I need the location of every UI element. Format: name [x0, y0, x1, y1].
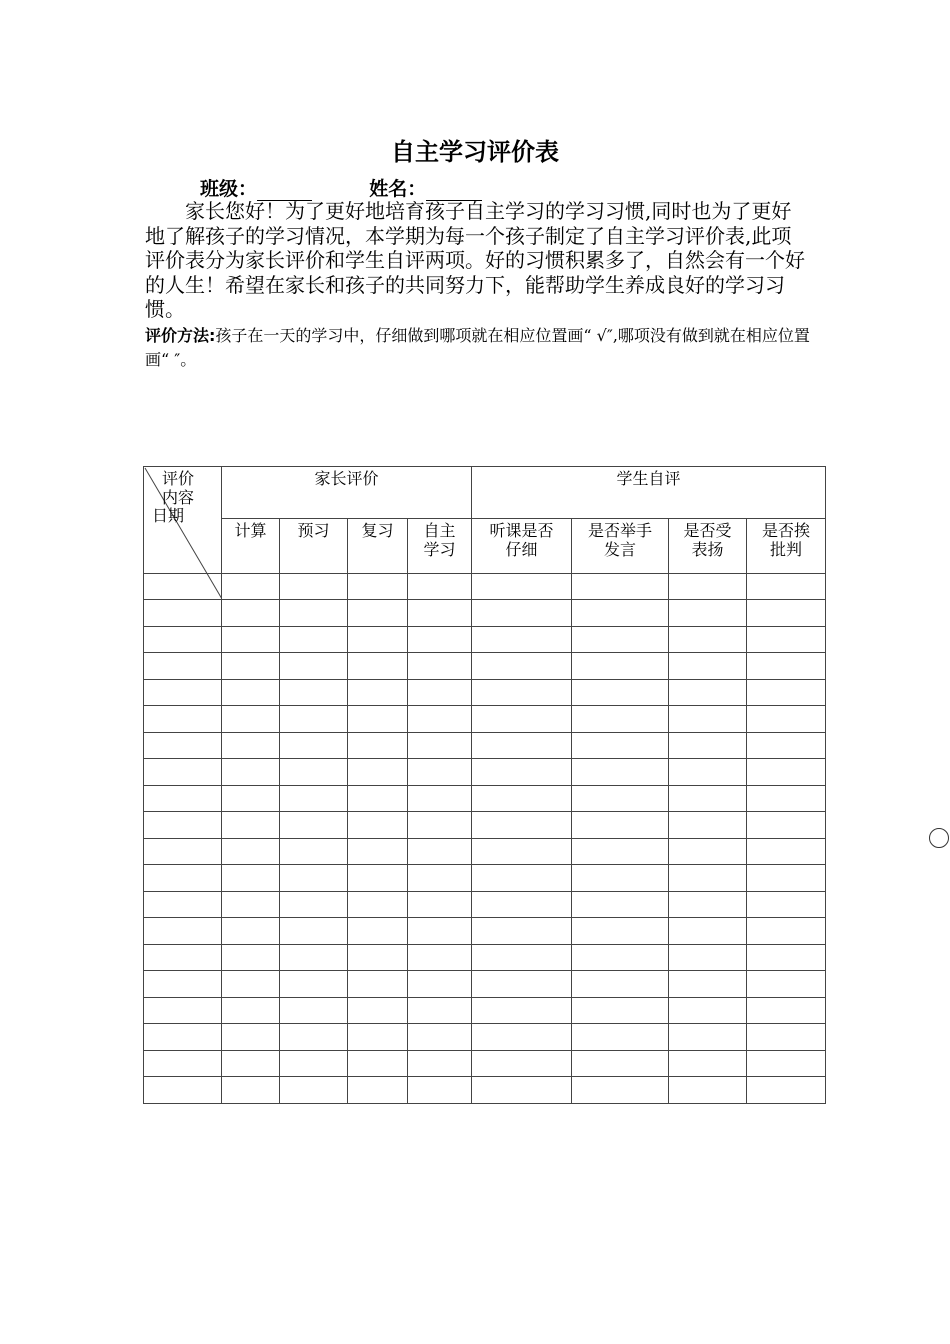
mark-cell[interactable]: [472, 812, 572, 839]
mark-cell[interactable]: [472, 706, 572, 733]
corner-header-cell: [144, 467, 222, 574]
mark-cell[interactable]: [222, 1024, 280, 1051]
mark-cell[interactable]: [669, 812, 747, 839]
mark-cell[interactable]: [280, 892, 348, 918]
mark-cell[interactable]: [348, 786, 408, 812]
mark-cell[interactable]: [280, 706, 348, 733]
mark-cell[interactable]: [572, 839, 669, 865]
date-cell[interactable]: [144, 600, 222, 627]
mark-cell[interactable]: [747, 600, 826, 627]
mark-cell[interactable]: [572, 733, 669, 759]
mark-cell[interactable]: [222, 759, 280, 786]
mark-cell[interactable]: [572, 892, 669, 918]
date-cell[interactable]: [144, 812, 222, 839]
mark-cell[interactable]: [348, 653, 408, 680]
mark-cell[interactable]: [472, 600, 572, 627]
mark-cell[interactable]: [572, 998, 669, 1024]
date-cell[interactable]: [144, 971, 222, 998]
mark-cell[interactable]: [472, 1051, 572, 1077]
mark-cell[interactable]: [408, 759, 472, 786]
mark-cell[interactable]: [222, 786, 280, 812]
evaluation-method: [145, 324, 815, 372]
table-row: [144, 971, 826, 998]
date-cell[interactable]: [144, 786, 222, 812]
method-label: 评价方法:: [145, 326, 216, 345]
mark-cell[interactable]: [669, 574, 747, 600]
mark-cell[interactable]: [572, 706, 669, 733]
mark-cell[interactable]: [669, 1051, 747, 1077]
mark-cell[interactable]: [408, 892, 472, 918]
mark-cell[interactable]: [669, 759, 747, 786]
table-row: [144, 706, 826, 733]
mark-cell[interactable]: [472, 680, 572, 706]
mark-cell[interactable]: [222, 865, 280, 892]
column-header-student-3: [747, 519, 826, 574]
mark-cell[interactable]: [747, 945, 826, 971]
mark-cell[interactable]: [280, 600, 348, 627]
mark-cell[interactable]: [472, 653, 572, 680]
date-cell[interactable]: [144, 627, 222, 653]
mark-cell[interactable]: [408, 1077, 472, 1104]
mark-cell[interactable]: [472, 759, 572, 786]
mark-cell[interactable]: [747, 1051, 826, 1077]
mark-cell[interactable]: [408, 627, 472, 653]
mark-cell[interactable]: [408, 574, 472, 600]
mark-cell[interactable]: [348, 1077, 408, 1104]
mark-cell[interactable]: [572, 653, 669, 680]
table-row: [144, 1051, 826, 1077]
table-row: [144, 865, 826, 892]
mark-cell[interactable]: [408, 680, 472, 706]
mark-cell[interactable]: [222, 627, 280, 653]
mark-cell[interactable]: [669, 600, 747, 627]
mark-cell[interactable]: [747, 892, 826, 918]
column-header-parent-2: [348, 519, 408, 574]
mark-cell[interactable]: [280, 1077, 348, 1104]
mark-cell[interactable]: [280, 971, 348, 998]
mark-cell[interactable]: [408, 812, 472, 839]
mark-cell[interactable]: [669, 998, 747, 1024]
mark-cell[interactable]: [408, 1024, 472, 1051]
mark-cell[interactable]: [280, 1024, 348, 1051]
mark-cell[interactable]: [747, 812, 826, 839]
mark-cell[interactable]: [669, 680, 747, 706]
mark-cell[interactable]: [572, 627, 669, 653]
name-label: 姓名：: [369, 178, 427, 200]
mark-cell[interactable]: [572, 759, 669, 786]
mark-cell[interactable]: [747, 1077, 826, 1104]
mark-cell[interactable]: [222, 971, 280, 998]
table-row: [144, 918, 826, 945]
group-header-parent: 家长评价: [222, 467, 472, 519]
column-header-line: 是否挨: [761, 521, 810, 540]
column-header-student-0: [472, 519, 572, 574]
table-row: [144, 786, 826, 812]
mark-cell[interactable]: [747, 680, 826, 706]
column-header-line: 计算: [234, 521, 267, 540]
mark-cell[interactable]: [348, 600, 408, 627]
mark-cell[interactable]: [348, 1024, 408, 1051]
mark-cell[interactable]: [747, 998, 826, 1024]
column-header-parent-3: [408, 519, 472, 574]
mark-cell[interactable]: [348, 733, 408, 759]
mark-cell[interactable]: [280, 865, 348, 892]
table-row: [144, 945, 826, 971]
date-cell[interactable]: [144, 653, 222, 680]
date-cell[interactable]: [144, 945, 222, 971]
mark-cell[interactable]: [669, 892, 747, 918]
page-title: 自主学习评价表: [391, 138, 559, 166]
mark-cell[interactable]: [747, 918, 826, 945]
student-info-line: [200, 174, 482, 201]
column-header-line: 批判: [769, 540, 802, 559]
date-cell[interactable]: [144, 892, 222, 918]
mark-cell[interactable]: [348, 945, 408, 971]
mark-cell[interactable]: [669, 1024, 747, 1051]
mark-cell[interactable]: [747, 574, 826, 600]
mark-cell[interactable]: [669, 945, 747, 971]
mark-cell[interactable]: [472, 998, 572, 1024]
mark-cell[interactable]: [280, 759, 348, 786]
column-header-line: 听课是否: [489, 521, 554, 540]
mark-cell[interactable]: [472, 865, 572, 892]
table-row: [144, 998, 826, 1024]
mark-cell[interactable]: [472, 786, 572, 812]
mark-cell[interactable]: [472, 971, 572, 998]
column-header-parent-0: [222, 519, 280, 574]
group-header-student: 学生自评: [472, 467, 826, 519]
evaluation-table: [143, 466, 826, 1104]
table-row: [144, 759, 826, 786]
date-cell[interactable]: [144, 759, 222, 786]
mark-cell[interactable]: [747, 759, 826, 786]
table-row: [144, 812, 826, 839]
mark-cell[interactable]: [280, 918, 348, 945]
column-header-line: 发言: [603, 540, 636, 559]
mark-cell[interactable]: [472, 1077, 572, 1104]
mark-cell[interactable]: [572, 1077, 669, 1104]
mark-cell[interactable]: [572, 680, 669, 706]
mark-cell[interactable]: [222, 892, 280, 918]
mark-cell[interactable]: [472, 892, 572, 918]
mark-cell[interactable]: [280, 839, 348, 865]
column-header-student-1: [572, 519, 669, 574]
mark-cell[interactable]: [222, 1051, 280, 1077]
mark-cell[interactable]: [348, 706, 408, 733]
mark-cell[interactable]: [747, 1024, 826, 1051]
table-row: [144, 574, 826, 600]
column-header-line: 是否举手: [587, 521, 652, 540]
mark-cell[interactable]: [669, 971, 747, 998]
table-row: [144, 653, 826, 680]
mark-cell[interactable]: [472, 839, 572, 865]
date-cell[interactable]: [144, 1077, 222, 1104]
mark-cell[interactable]: [747, 971, 826, 998]
column-header-line: 自主: [423, 521, 456, 540]
mark-cell[interactable]: [572, 918, 669, 945]
mark-cell[interactable]: [747, 706, 826, 733]
column-header-line: 是否受: [683, 521, 732, 540]
date-cell[interactable]: [144, 706, 222, 733]
mark-cell[interactable]: [222, 998, 280, 1024]
mark-cell[interactable]: [280, 1051, 348, 1077]
column-header-student-2: [669, 519, 747, 574]
class-label: 班级：: [200, 178, 258, 200]
mark-cell[interactable]: [669, 839, 747, 865]
mark-cell[interactable]: [222, 574, 280, 600]
date-cell[interactable]: [144, 839, 222, 865]
mark-cell[interactable]: [348, 918, 408, 945]
table-row: [144, 627, 826, 653]
mark-cell[interactable]: [572, 574, 669, 600]
mark-cell[interactable]: [222, 733, 280, 759]
mark-cell[interactable]: [747, 786, 826, 812]
date-cell[interactable]: [144, 918, 222, 945]
name-blank: [426, 180, 482, 201]
mark-cell[interactable]: [222, 839, 280, 865]
mark-cell[interactable]: [572, 786, 669, 812]
mark-cell[interactable]: [280, 680, 348, 706]
mark-cell[interactable]: [572, 865, 669, 892]
mark-cell[interactable]: [222, 600, 280, 627]
mark-cell[interactable]: [280, 786, 348, 812]
mark-cell[interactable]: [280, 945, 348, 971]
mark-cell[interactable]: [280, 733, 348, 759]
mark-cell[interactable]: [747, 627, 826, 653]
table-row: [144, 839, 826, 865]
table-row: [144, 1077, 826, 1104]
mark-cell[interactable]: [472, 945, 572, 971]
date-cell[interactable]: [144, 1051, 222, 1077]
mark-cell[interactable]: [348, 1051, 408, 1077]
corner-label-content: 内容: [162, 488, 195, 507]
mark-cell[interactable]: [408, 945, 472, 971]
mark-cell[interactable]: [280, 574, 348, 600]
mark-cell[interactable]: [280, 627, 348, 653]
mark-cell[interactable]: [222, 918, 280, 945]
mark-cell[interactable]: [572, 600, 669, 627]
column-header-line: 复习: [361, 521, 394, 540]
column-header-line: 学习: [423, 540, 456, 559]
mark-cell[interactable]: [222, 653, 280, 680]
mark-cell[interactable]: [472, 627, 572, 653]
method-text: 孩子在一天的学习中，仔细做到哪项就在相应位置画“ √″,哪项没有做到就在相应位置画“ ″。: [145, 326, 810, 369]
mark-cell[interactable]: [348, 839, 408, 865]
mark-cell[interactable]: [472, 733, 572, 759]
mark-cell[interactable]: [747, 733, 826, 759]
intro-paragraph: 家长您好！为了更好地培育孩子自主学习的学习习惯,同时也为了更好地了解孩子的学习情况，本学期为每一个孩子制定了自主学习评价表,此项评价表分为家长评价和学生自评两项。好的习惯积累多了，自然会有一个好的人生！希望在家长和孩子的共同努力下，能帮助学生养成良好的学习习惯。: [145, 199, 805, 321]
mark-cell[interactable]: [408, 600, 472, 627]
mark-cell[interactable]: [408, 918, 472, 945]
mark-cell[interactable]: [747, 839, 826, 865]
mark-cell[interactable]: [669, 865, 747, 892]
mark-cell[interactable]: [280, 653, 348, 680]
mark-cell[interactable]: [408, 1051, 472, 1077]
column-header-line: 预习: [297, 521, 330, 540]
date-cell[interactable]: [144, 733, 222, 759]
date-cell[interactable]: [144, 998, 222, 1024]
mark-cell[interactable]: [348, 574, 408, 600]
mark-cell[interactable]: [222, 680, 280, 706]
mark-cell[interactable]: [348, 998, 408, 1024]
mark-cell[interactable]: [408, 786, 472, 812]
mark-cell[interactable]: [572, 1051, 669, 1077]
mark-cell[interactable]: [408, 733, 472, 759]
table-row: [144, 733, 826, 759]
date-cell[interactable]: [144, 680, 222, 706]
mark-cell[interactable]: [572, 1024, 669, 1051]
corner-label-evaluation: 评价: [162, 469, 195, 488]
mark-cell[interactable]: [348, 812, 408, 839]
mark-cell[interactable]: [747, 865, 826, 892]
mark-cell[interactable]: [348, 971, 408, 998]
mark-cell[interactable]: [408, 971, 472, 998]
mark-cell[interactable]: [348, 892, 408, 918]
corner-label-date: 日期: [152, 506, 185, 525]
mark-cell[interactable]: [572, 945, 669, 971]
date-cell[interactable]: [144, 1024, 222, 1051]
mark-cell[interactable]: [669, 653, 747, 680]
mark-cell[interactable]: [222, 706, 280, 733]
mark-cell[interactable]: [572, 812, 669, 839]
column-header-line: 表扬: [691, 540, 724, 559]
mark-cell[interactable]: [280, 812, 348, 839]
mark-cell[interactable]: [222, 945, 280, 971]
table-row: [144, 1024, 826, 1051]
mark-cell[interactable]: [348, 627, 408, 653]
mark-cell[interactable]: [669, 918, 747, 945]
mark-cell[interactable]: [669, 706, 747, 733]
date-cell[interactable]: [144, 865, 222, 892]
mark-cell[interactable]: [472, 918, 572, 945]
mark-cell[interactable]: [669, 1077, 747, 1104]
mark-cell[interactable]: [348, 759, 408, 786]
class-blank: [257, 180, 312, 201]
column-header-parent-1: [280, 519, 348, 574]
column-header-line: 仔细: [505, 540, 538, 559]
table-row: [144, 680, 826, 706]
mark-cell[interactable]: [572, 971, 669, 998]
mark-cell[interactable]: [222, 1077, 280, 1104]
mark-cell[interactable]: [472, 1024, 572, 1051]
mark-cell[interactable]: [348, 865, 408, 892]
table-row: [144, 600, 826, 627]
mark-cell[interactable]: [408, 865, 472, 892]
circle-mark: [929, 828, 949, 848]
mark-cell[interactable]: [408, 998, 472, 1024]
table-row: [144, 892, 826, 918]
mark-cell[interactable]: [472, 574, 572, 600]
mark-cell[interactable]: [669, 733, 747, 759]
mark-cell[interactable]: [669, 627, 747, 653]
mark-cell[interactable]: [348, 680, 408, 706]
mark-cell[interactable]: [280, 998, 348, 1024]
mark-cell[interactable]: [747, 653, 826, 680]
mark-cell[interactable]: [669, 786, 747, 812]
mark-cell[interactable]: [408, 839, 472, 865]
mark-cell[interactable]: [222, 812, 280, 839]
mark-cell[interactable]: [408, 653, 472, 680]
mark-cell[interactable]: [408, 706, 472, 733]
